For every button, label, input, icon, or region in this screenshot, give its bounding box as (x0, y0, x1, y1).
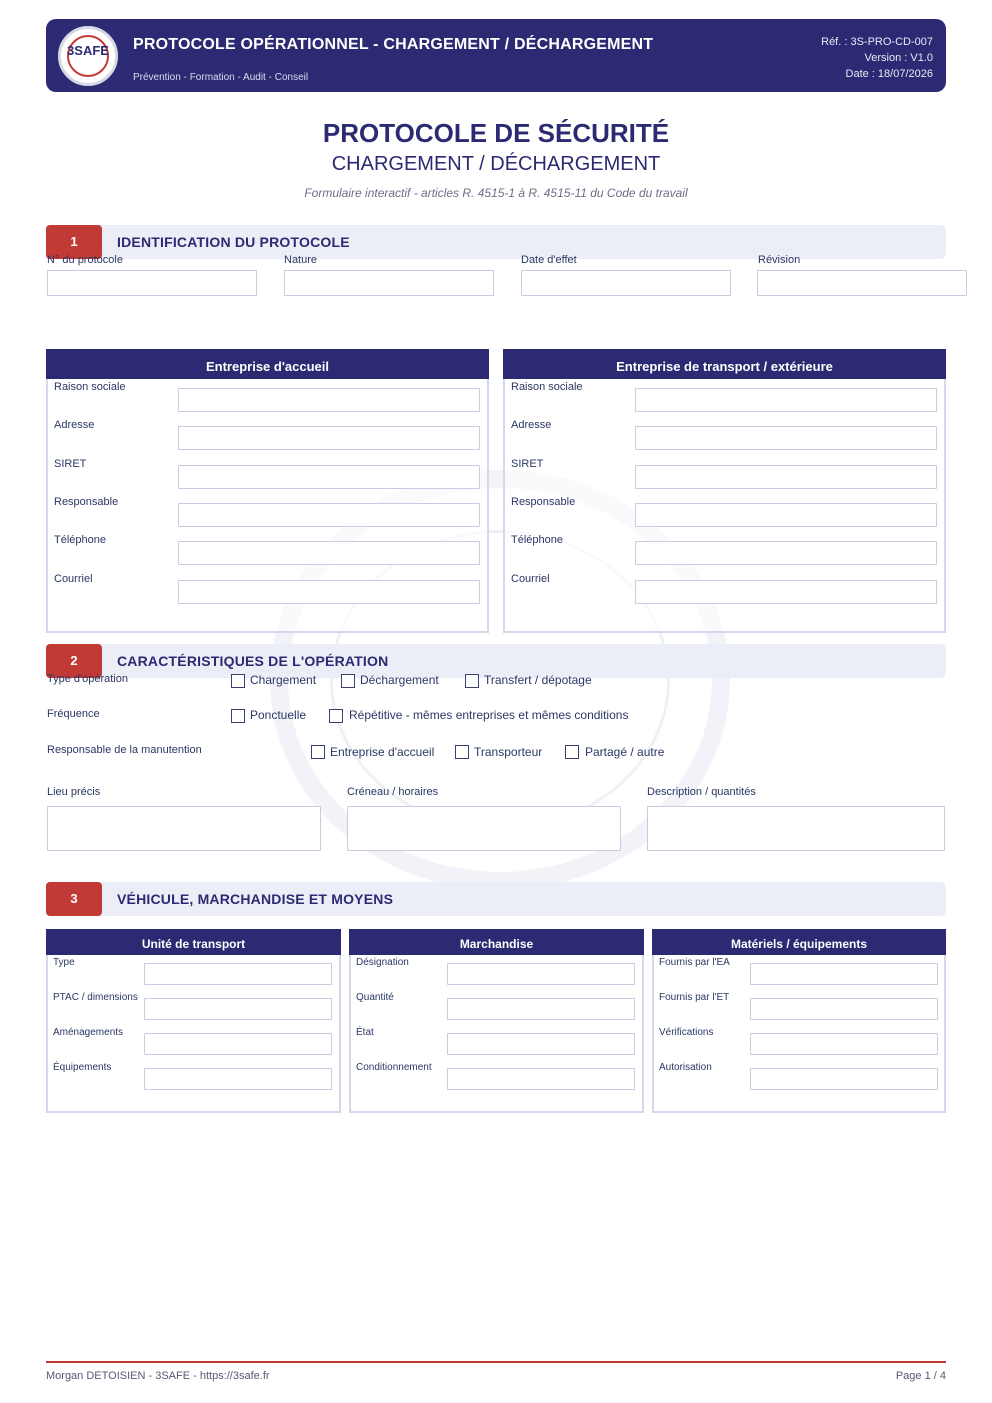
page-caption: Formulaire interactif - articles R. 4515-1 à R. 4515-11 du Code du travail (304, 186, 688, 200)
ptac-input[interactable] (144, 998, 332, 1020)
section-number: 3 (46, 882, 102, 916)
doc-date: Date : 18/07/2026 (845, 68, 933, 80)
field-label: SIRET (54, 458, 87, 470)
goods-packaging-input[interactable] (447, 1068, 635, 1090)
checkbox-label: Partagé / autre (585, 745, 665, 759)
transport-type-input[interactable] (144, 963, 332, 985)
host-company-name-input[interactable] (178, 388, 480, 412)
header-banner (46, 19, 946, 92)
transport-siret-input[interactable] (635, 465, 937, 489)
checkbox-repetitive[interactable] (329, 709, 343, 723)
location-label: Lieu précis (47, 786, 101, 798)
panel-title: Unité de transport (46, 929, 341, 955)
nature-input[interactable] (284, 270, 494, 296)
field-label: Responsable (511, 496, 576, 508)
checkbox-label: Transfert / dépotage (484, 673, 592, 687)
field-label-nature: Nature (284, 254, 318, 266)
host-manager-input[interactable] (178, 503, 480, 527)
logo-text: 3SAFE (67, 43, 109, 58)
equipment-panel (652, 929, 946, 1113)
footer-author: Morgan DETOISIEN - 3SAFE - https://3safe.fr (46, 1370, 270, 1382)
goods-designation-input[interactable] (447, 963, 635, 985)
checkbox-label: Transporteur (474, 745, 543, 759)
transport-phone-input[interactable] (635, 541, 937, 565)
section-number: 1 (46, 225, 102, 259)
checkbox-transfert[interactable] (465, 674, 479, 688)
checkbox-partage[interactable] (565, 745, 579, 759)
frequency-label: Fréquence (47, 708, 100, 720)
operation-type-label: Type d'opération (47, 673, 128, 685)
transport-manager-input[interactable] (635, 503, 937, 527)
field-label: Équipements (53, 1062, 112, 1073)
page-title: PROTOCOLE DE SÉCURITÉ (322, 118, 670, 148)
checkbox-transporteur[interactable] (455, 745, 469, 759)
field-label: Conditionnement (356, 1062, 432, 1073)
field-label: PTAC / dimensions (53, 992, 138, 1003)
checkbox-label: Ponctuelle (250, 708, 307, 722)
transport-company-panel (503, 349, 946, 633)
authorization-input[interactable] (750, 1068, 938, 1090)
checkbox-label: Chargement (250, 673, 317, 687)
equipment-input[interactable] (144, 1068, 332, 1090)
doc-reference: Réf. : 3S-PRO-CD-007 (821, 36, 933, 48)
field-label: SIRET (511, 458, 544, 470)
field-label: Adresse (511, 419, 552, 431)
document-meta (821, 34, 933, 82)
supplied-by-host-input[interactable] (750, 963, 938, 985)
checkbox-label: Déchargement (360, 673, 439, 687)
banner-title: PROTOCOLE OPÉRATIONNEL - CHARGEMENT / DÉCHARGEMENT (133, 36, 654, 53)
protocol-number-input[interactable] (47, 270, 257, 296)
goods-panel (349, 929, 644, 1113)
checkbox-label: Répétitive - mêmes entreprises et mêmes conditions (349, 708, 629, 722)
effective-date-input[interactable] (521, 270, 731, 296)
location-textarea[interactable] (47, 806, 321, 851)
description-label: Description / quantités (647, 786, 756, 798)
field-label: État (356, 1027, 374, 1038)
page-number: Page 1 / 4 (895, 1370, 946, 1382)
goods-quantity-input[interactable] (447, 998, 635, 1020)
host-siret-input[interactable] (178, 465, 480, 489)
field-label: Courriel (511, 573, 550, 585)
panel-title: Matériels / équipements (652, 929, 946, 955)
field-label-effective-date: Date d'effet (521, 254, 577, 266)
schedule-label: Créneau / horaires (347, 786, 439, 798)
section-title: CARACTÉRISTIQUES DE L'OPÉRATION (117, 653, 389, 669)
field-label: Adresse (54, 419, 95, 431)
fittings-input[interactable] (144, 1033, 332, 1055)
field-label: Aménagements (53, 1027, 124, 1038)
checkbox-ponctuelle[interactable] (231, 709, 245, 723)
field-label: Fournis par l'EA (659, 957, 730, 968)
section-3-header (46, 882, 946, 916)
field-label: Responsable (54, 496, 119, 508)
doc-version: Version : V1.0 (864, 52, 933, 64)
field-label-protocol-number: N° du protocole (47, 254, 123, 266)
goods-state-input[interactable] (447, 1033, 635, 1055)
verifications-input[interactable] (750, 1033, 938, 1055)
field-label: Autorisation (659, 1062, 712, 1073)
transport-company-name-input[interactable] (635, 388, 937, 412)
handling-responsible-label: Responsable de la manutention (47, 744, 202, 756)
field-label: Type (53, 957, 75, 968)
section-1-header (46, 225, 946, 259)
checkbox-entreprise-accueil[interactable] (311, 745, 325, 759)
schedule-textarea[interactable] (347, 806, 621, 851)
field-label-revision: Révision (758, 254, 801, 266)
transport-address-input[interactable] (635, 426, 937, 450)
section-title: VÉHICULE, MARCHANDISE ET MOYENS (117, 891, 394, 907)
transport-unit-panel (46, 929, 341, 1113)
field-label: Désignation (356, 957, 409, 968)
panel-title: Entreprise d'accueil (46, 349, 489, 379)
field-label: Vérifications (659, 1027, 714, 1038)
field-label: Raison sociale (511, 381, 583, 393)
checkbox-label: Entreprise d'accueil (330, 745, 435, 759)
description-textarea[interactable] (647, 806, 945, 851)
section-title: IDENTIFICATION DU PROTOCOLE (117, 234, 350, 250)
host-email-input[interactable] (178, 580, 480, 604)
footer-divider (46, 1361, 946, 1363)
host-company-panel (46, 349, 489, 633)
field-label: Courriel (54, 573, 93, 585)
revision-input[interactable] (757, 270, 967, 296)
field-label: Quantité (356, 992, 394, 1003)
checkbox-dechargement[interactable] (341, 674, 355, 688)
supplied-by-transport-input[interactable] (750, 998, 938, 1020)
transport-email-input[interactable] (635, 580, 937, 604)
field-label: Téléphone (511, 534, 563, 546)
host-address-input[interactable] (178, 426, 480, 450)
section-number: 2 (46, 644, 102, 678)
host-phone-input[interactable] (178, 541, 480, 565)
page-subtitle: CHARGEMENT / DÉCHARGEMENT (331, 153, 661, 175)
panel-title: Marchandise (349, 929, 644, 955)
company-logo (58, 26, 118, 86)
banner-subtitle: Prévention - Formation - Audit - Conseil (133, 72, 309, 83)
field-label: Fournis par l'ET (659, 992, 730, 1003)
checkbox-chargement[interactable] (231, 674, 245, 688)
field-label: Téléphone (54, 534, 106, 546)
panel-title: Entreprise de transport / extérieure (503, 349, 946, 379)
field-label: Raison sociale (54, 381, 126, 393)
